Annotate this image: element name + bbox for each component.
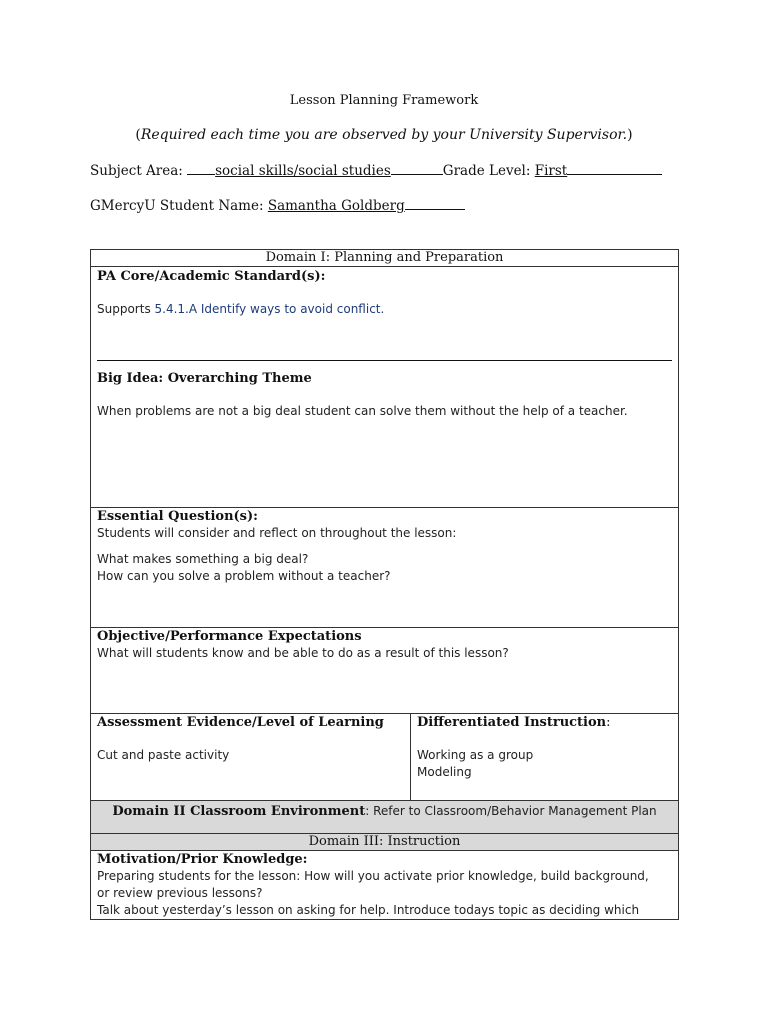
student-name-label: GMercyU Student Name: <box>90 198 264 214</box>
subtitle-open-paren: ( <box>135 127 141 143</box>
student-underline-trail <box>405 197 465 210</box>
subject-underline-trail <box>391 162 443 175</box>
objective-heading: Objective/Performance Expectations <box>97 629 362 644</box>
subject-grade-line <box>90 162 662 179</box>
domain-3-heading: Domain III: Instruction <box>91 834 679 851</box>
differentiated-item-1: Working as a group <box>417 748 534 762</box>
motivation-heading: Motivation/Prior Knowledge: <box>97 852 308 867</box>
document-subtitle <box>0 127 768 143</box>
subtitle-italic-text: Required each time you are observed by your University Supervisor. <box>140 127 628 143</box>
subtitle-close-paren: ) <box>627 127 633 143</box>
grade-level-label: Grade Level: <box>442 163 531 179</box>
differentiated-heading <box>417 714 672 731</box>
motivation-prompt-line-1: Preparing students for the lesson: How will you activate prior knowledge, build background, <box>97 869 649 883</box>
standards-value: 5.4.1.A Identify ways to avoid conflict. <box>154 302 385 316</box>
standards-divider-rule <box>97 346 672 361</box>
big-idea-text: When problems are not a big deal student can solve them without the help of a teacher. <box>97 404 628 418</box>
assessment-cell <box>91 714 411 801</box>
essential-question-2: How can you solve a problem without a teacher? <box>97 569 391 583</box>
differentiated-item-2: Modeling <box>417 765 472 779</box>
essential-questions-prompt: Students will consider and reflect on throughout the lesson: <box>97 526 457 540</box>
subject-area-label: Subject Area: <box>90 163 183 179</box>
assessment-text: Cut and paste activity <box>97 748 230 762</box>
objective-prompt: What will students know and be able to do as a result of this lesson? <box>97 646 509 660</box>
subject-area-value: social skills/social studies <box>215 163 391 179</box>
subject-underline-lead <box>187 162 215 175</box>
motivation-cell <box>91 851 679 920</box>
grade-level-value: First <box>534 163 568 179</box>
lesson-plan-table <box>90 249 679 920</box>
document-title: Lesson Planning Framework <box>289 93 479 108</box>
big-idea-heading: Big Idea: Overarching Theme <box>97 371 312 386</box>
student-name-value: Samantha Goldberg <box>267 198 405 214</box>
student-name-line <box>90 197 465 214</box>
motivation-text: Talk about yesterday’s lesson on asking for help. Introduce todays topic as deciding which <box>97 903 640 917</box>
objective-cell <box>91 628 679 714</box>
essential-questions-cell <box>91 508 679 628</box>
domain-2-text: : Refer to Classroom/Behavior Management Plan <box>365 804 657 818</box>
differentiated-instruction-cell <box>411 714 679 801</box>
grade-underline-trail <box>567 162 662 175</box>
standards-and-big-idea-cell <box>91 267 679 508</box>
essential-questions-heading: Essential Question(s): <box>97 509 258 524</box>
standards-heading: PA Core/Academic Standard(s): <box>97 269 326 284</box>
differentiated-heading-colon: : <box>606 715 611 730</box>
standards-text <box>97 301 672 318</box>
motivation-prompt-line-2: or review previous lessons? <box>97 886 263 900</box>
essential-question-1: What makes something a big deal? <box>97 552 309 566</box>
domain-2-row <box>91 801 679 834</box>
assessment-heading: Assessment Evidence/Level of Learning <box>97 715 384 730</box>
domain-2-heading: Domain II Classroom Environment <box>112 804 366 819</box>
domain-1-heading: Domain I: Planning and Preparation <box>91 250 679 267</box>
differentiated-heading-text: Differentiated Instruction <box>417 715 607 730</box>
standards-prefix: Supports <box>97 302 155 316</box>
